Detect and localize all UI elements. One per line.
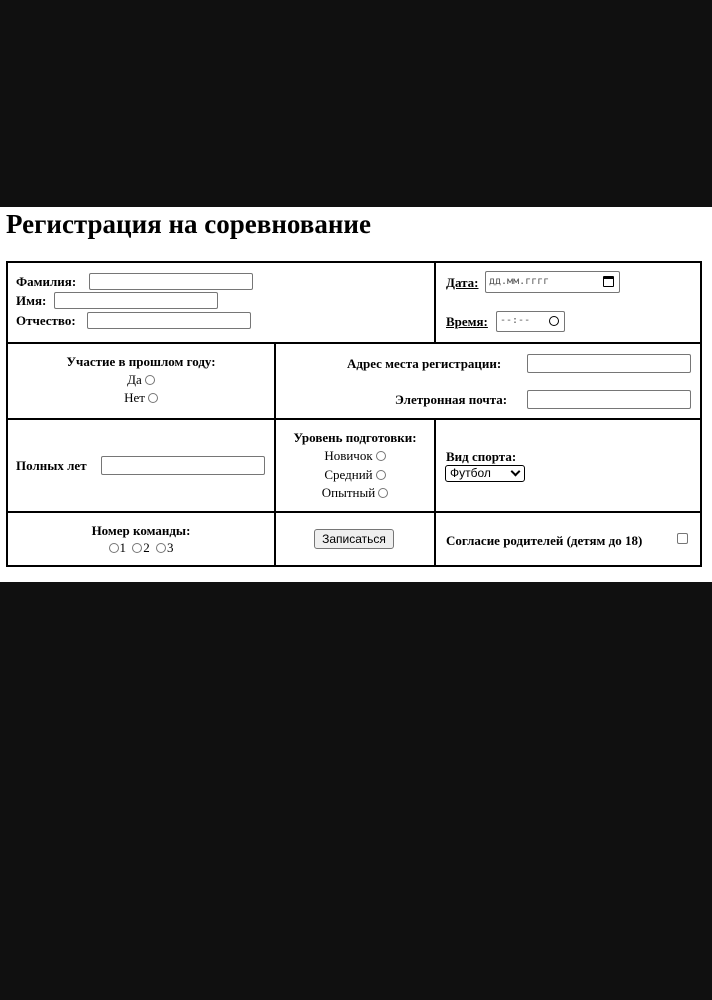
time-input[interactable] bbox=[496, 311, 565, 332]
level-option-advanced[interactable] bbox=[276, 485, 434, 501]
name-input[interactable] bbox=[54, 292, 218, 309]
name-label: Имя: bbox=[16, 293, 47, 308]
table-border-right bbox=[700, 261, 702, 567]
registration-table bbox=[6, 261, 702, 567]
col-divider-row1 bbox=[434, 261, 436, 344]
participation-option-yes[interactable] bbox=[8, 372, 274, 388]
col-divider-b bbox=[434, 418, 436, 567]
level-advanced-radio[interactable] bbox=[378, 488, 388, 498]
participation-option-no[interactable] bbox=[8, 390, 274, 406]
consent-checkbox[interactable] bbox=[677, 533, 688, 544]
sport-label: Вид спорта: bbox=[446, 449, 517, 464]
row-divider-2 bbox=[6, 418, 702, 420]
patronymic-input[interactable] bbox=[87, 312, 251, 329]
time-placeholder: --:-- bbox=[500, 315, 531, 326]
team-1-label: 1 bbox=[119, 540, 126, 555]
level-option-intermediate[interactable] bbox=[276, 467, 434, 483]
table-border-left bbox=[6, 261, 8, 567]
consent-label: Согласие родителей (детям до 18) bbox=[446, 533, 643, 548]
team-3-radio[interactable] bbox=[156, 543, 166, 553]
page bbox=[0, 207, 712, 582]
sport-select[interactable] bbox=[445, 465, 525, 482]
calendar-icon[interactable] bbox=[603, 276, 614, 287]
row-divider-1 bbox=[6, 342, 702, 344]
level-label: Уровень подготовки: bbox=[293, 430, 417, 445]
level-option-beginner[interactable] bbox=[276, 448, 434, 464]
level-intermediate-label: Средний bbox=[324, 467, 373, 482]
team-2-label: 2 bbox=[143, 540, 150, 555]
page-title: Регистрация на соревнование bbox=[6, 209, 371, 239]
participation-yes-radio[interactable] bbox=[145, 375, 155, 385]
team-3-label: 3 bbox=[167, 540, 174, 555]
participation-label: Участие в прошлом году: bbox=[66, 354, 216, 369]
sport-selected-value: Футбол bbox=[450, 466, 491, 480]
row-divider-3 bbox=[6, 511, 702, 513]
surname-label: Фамилия: bbox=[16, 274, 77, 289]
participation-no-label: Нет bbox=[124, 390, 145, 405]
team-options bbox=[8, 540, 274, 556]
address-label: Адрес места регистрации: bbox=[347, 356, 502, 371]
address-input[interactable] bbox=[527, 354, 691, 373]
email-input[interactable] bbox=[527, 390, 691, 409]
participation-no-radio[interactable] bbox=[148, 393, 158, 403]
date-label: Дата: bbox=[446, 275, 479, 290]
level-advanced-label: Опытный bbox=[321, 485, 376, 500]
team-1-radio[interactable] bbox=[109, 543, 119, 553]
participation-yes-label: Да bbox=[127, 372, 142, 387]
team-label: Номер команды: bbox=[91, 523, 191, 538]
table-border-top bbox=[6, 261, 702, 263]
age-input[interactable] bbox=[101, 456, 265, 475]
email-label: Элетронная почта: bbox=[395, 392, 508, 407]
patronymic-label: Отчество: bbox=[16, 313, 76, 328]
clock-icon[interactable] bbox=[549, 316, 559, 326]
level-intermediate-radio[interactable] bbox=[376, 470, 386, 480]
team-2-radio[interactable] bbox=[132, 543, 142, 553]
time-label: Время: bbox=[446, 314, 488, 329]
date-placeholder: дд.мм.гггг bbox=[489, 276, 550, 287]
date-input[interactable] bbox=[485, 271, 620, 293]
surname-input[interactable] bbox=[89, 273, 253, 290]
age-label: Полных лет bbox=[16, 458, 87, 473]
table-border-bottom bbox=[6, 565, 702, 567]
level-beginner-radio[interactable] bbox=[376, 451, 386, 461]
submit-button[interactable]: Записаться bbox=[314, 529, 394, 549]
level-beginner-label: Новичок bbox=[324, 448, 373, 463]
chevron-down-icon bbox=[511, 467, 521, 477]
